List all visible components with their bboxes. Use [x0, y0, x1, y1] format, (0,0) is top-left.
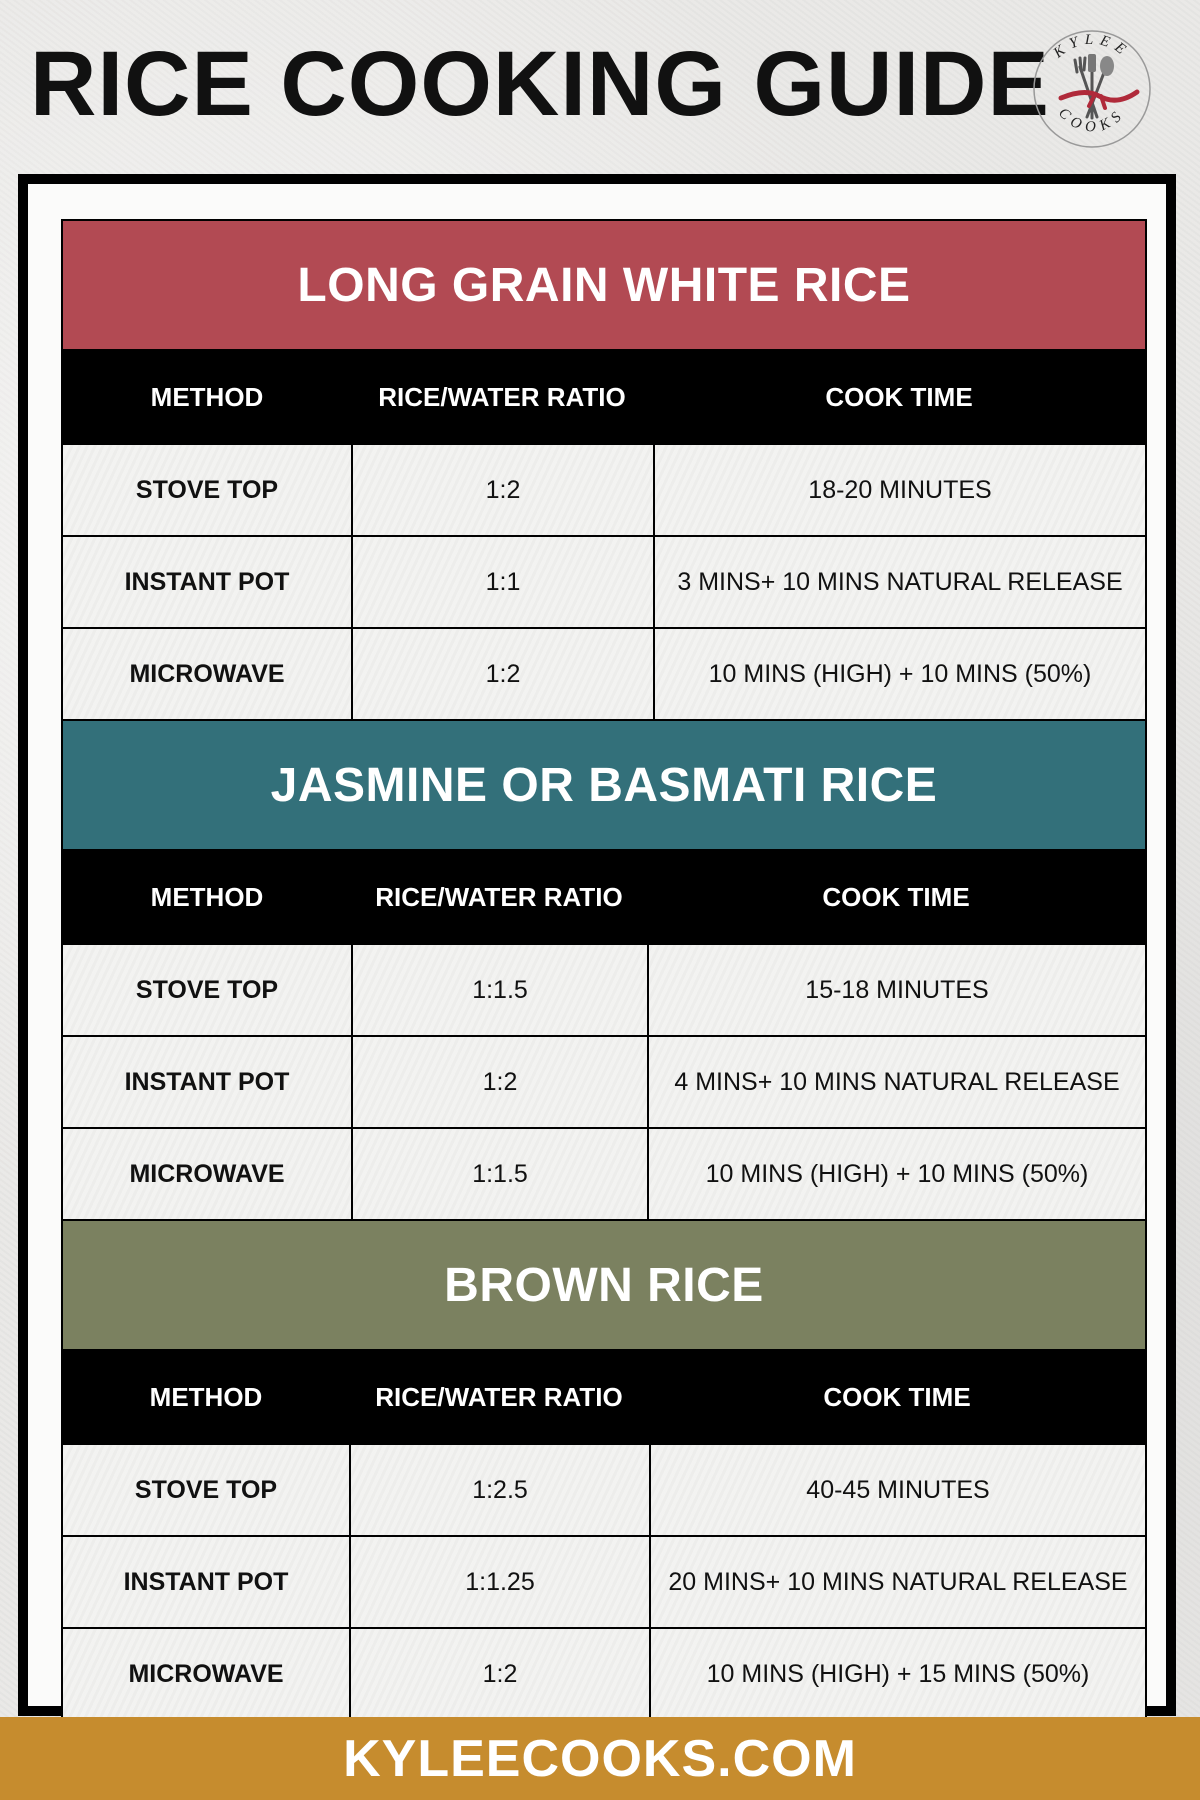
method-cell: MICROWAVE	[128, 1659, 284, 1688]
ratio-cell: 1:1.5	[351, 945, 647, 1035]
ratio-column-header: RICE/WATER RATIO	[375, 881, 623, 912]
cook-time-cell: 10 MINS (HIGH) + 10 MINS (50%)	[647, 1129, 1145, 1219]
method-column-header: METHOD	[149, 1381, 263, 1412]
cook-time-cell: 18-20 MINUTES	[653, 445, 1145, 535]
rice-tables	[61, 219, 1147, 1721]
table-row	[63, 1443, 1145, 1535]
method-cell: STOVE TOP	[134, 1475, 278, 1504]
kylee-cooks-logo	[1025, 22, 1159, 156]
table-row	[63, 535, 1145, 627]
table-row	[63, 443, 1145, 535]
table-row	[63, 1535, 1145, 1627]
method-cell: MICROWAVE	[129, 659, 285, 688]
table-row	[63, 1035, 1145, 1127]
ratio-cell: 1:1.5	[351, 1129, 647, 1219]
footer-website: KYLEECOOKS.COM	[0, 1717, 1200, 1800]
ratio-column-header: RICE/WATER RATIO	[375, 1381, 623, 1412]
ratio-column-header: RICE/WATER RATIO	[378, 381, 626, 412]
cook-time-cell: 3 MINS+ 10 MINS NATURAL RELEASE	[653, 537, 1145, 627]
section-title: BROWN RICE	[63, 1221, 1145, 1351]
guide-frame	[18, 174, 1176, 1716]
ratio-cell: 1:1.25	[349, 1537, 649, 1627]
table-row	[63, 943, 1145, 1035]
table-row	[63, 1127, 1145, 1219]
cook-time-cell: 40-45 MINUTES	[649, 1445, 1145, 1535]
method-column-header: METHOD	[150, 381, 264, 412]
table-row	[63, 1627, 1145, 1719]
method-cell: STOVE TOP	[135, 975, 279, 1004]
section-title: LONG GRAIN WHITE RICE	[63, 221, 1145, 351]
cook-time-cell: 20 MINS+ 10 MINS NATURAL RELEASE	[649, 1537, 1145, 1627]
ratio-cell: 1:2	[351, 629, 653, 719]
method-cell: INSTANT POT	[124, 1067, 290, 1096]
method-cell: INSTANT POT	[123, 1567, 289, 1596]
column-header-row	[63, 1351, 1145, 1443]
ribbon-icon	[1061, 92, 1137, 100]
cook-time-column-header: COOK TIME	[823, 1381, 971, 1412]
table-row	[63, 627, 1145, 719]
section-title: JASMINE OR BASMATI RICE	[63, 721, 1145, 851]
method-cell: MICROWAVE	[129, 1159, 285, 1188]
method-cell: INSTANT POT	[124, 567, 290, 596]
logo-text-top: KYLEE	[1050, 31, 1134, 62]
cook-time-cell: 15-18 MINUTES	[647, 945, 1145, 1035]
section-long-grain	[61, 219, 1147, 719]
cook-time-cell: 10 MINS (HIGH) + 10 MINS (50%)	[653, 629, 1145, 719]
section-jasmine-basmati	[61, 719, 1147, 1219]
utensils-icon	[1075, 54, 1114, 118]
ratio-cell: 1:1	[351, 537, 653, 627]
cook-time-cell: 10 MINS (HIGH) + 15 MINS (50%)	[649, 1629, 1145, 1719]
method-column-header: METHOD	[150, 881, 264, 912]
ratio-cell: 1:2	[349, 1629, 649, 1719]
ratio-cell: 1:2	[351, 1037, 647, 1127]
column-header-row	[63, 851, 1145, 943]
page-title: RICE COOKING GUIDE	[30, 33, 1050, 135]
method-cell: STOVE TOP	[135, 475, 279, 504]
cook-time-column-header: COOK TIME	[825, 381, 973, 412]
cook-time-cell: 4 MINS+ 10 MINS NATURAL RELEASE	[647, 1037, 1145, 1127]
ratio-cell: 1:2	[351, 445, 653, 535]
logo-text-bottom: COOKS	[1055, 105, 1129, 136]
ratio-cell: 1:2.5	[349, 1445, 649, 1535]
cook-time-column-header: COOK TIME	[822, 881, 970, 912]
column-header-row	[63, 351, 1145, 443]
section-brown	[61, 1219, 1147, 1721]
